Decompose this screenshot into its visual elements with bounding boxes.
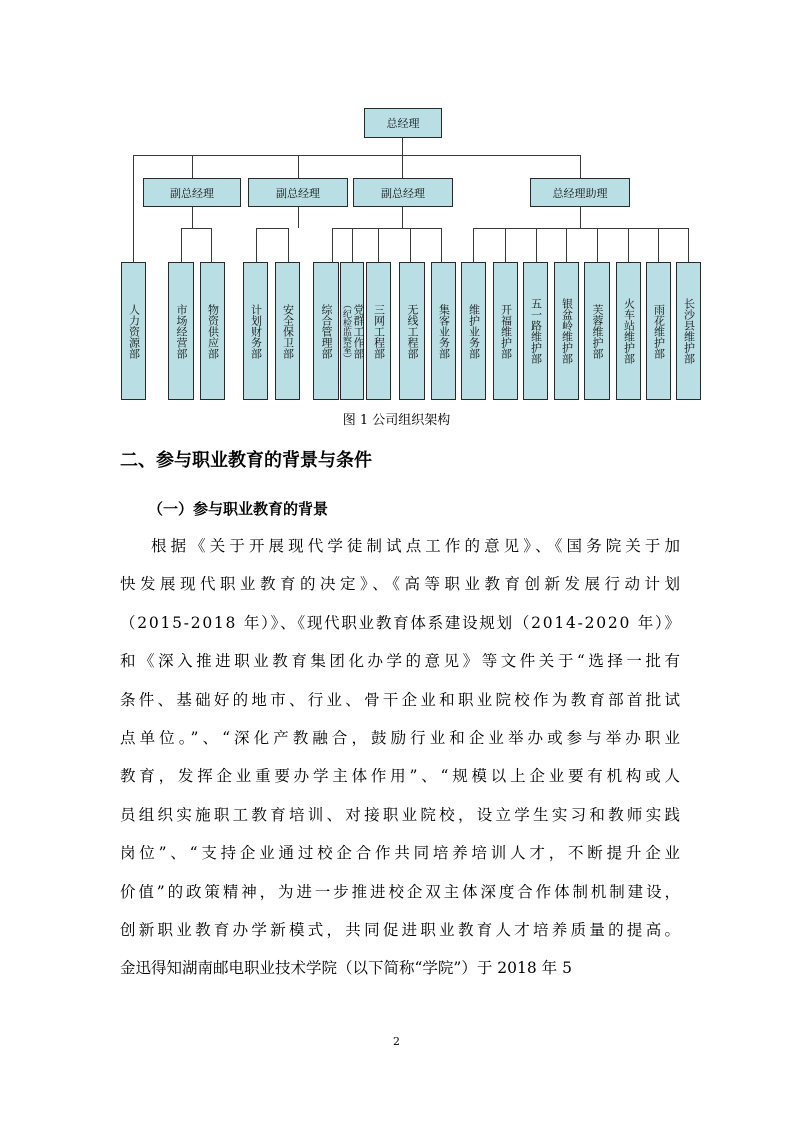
connector (628, 228, 629, 262)
connector (566, 228, 567, 262)
paragraph-line (120, 642, 684, 680)
connector (332, 228, 442, 229)
connector (181, 228, 182, 262)
connector (288, 228, 289, 262)
dept-label: 雨花维护部 (652, 303, 666, 359)
dept-box-enterprise (431, 262, 456, 400)
paragraph-line-text: （2015-2018 年）》、《现代职业教育体系建设规划（2014-2020 年）》 (120, 613, 682, 632)
connector (378, 228, 379, 262)
dept-box-general (313, 262, 339, 400)
paragraph-line-text: 根据《关于开展现代学徒制试点工作的意见》、《国务院关于加 (151, 537, 685, 555)
connector (402, 207, 403, 228)
dept-box-wireless (399, 262, 425, 400)
section-heading: 二、参与职业教育的背景与条件 (120, 450, 372, 471)
paragraph-line (120, 719, 685, 757)
dept-box-marketing (168, 262, 194, 400)
connector (332, 228, 333, 262)
dept-box-yuhua (646, 262, 671, 400)
paragraph-line-text: 岗位”、“支持企业通过校企合作共同培养培训人才，不断提升企业 (120, 844, 684, 863)
dept-label: 人力资源部 (127, 303, 141, 359)
connector (402, 138, 403, 155)
paragraph-line-text: 点单位。”、“深化产教融合，鼓励行业和企业举办或参与举办职业 (120, 728, 685, 747)
paragraph-line-text: 快发展现代职业教育的决定》、《高等职业教育创新发展行动计划 (120, 575, 685, 594)
connector (211, 228, 212, 262)
dept-label: 长沙县维护部 (682, 298, 696, 364)
ceo-label: 总经理 (386, 117, 420, 130)
dept-box-finance (243, 262, 268, 400)
vp-box-2 (248, 178, 348, 207)
vp-label-2: 副总经理 (276, 186, 320, 200)
ceo-box (364, 108, 442, 138)
dept-label: 火车站维护部 (622, 298, 636, 364)
paragraph-line (120, 834, 684, 872)
dept-box-kaifu (493, 262, 518, 400)
page-number: 2 (393, 1035, 400, 1048)
dept-box-changsha (676, 262, 701, 400)
paragraph-line-text: 教育，发挥企业重要办学主体作用”、“规模以上企业要有机构或人 (120, 767, 684, 786)
paragraph-line (120, 527, 685, 565)
dept-label: 五一路维护部 (529, 298, 543, 364)
paragraph-line (120, 796, 684, 834)
dept-label: 银盆岭维护部 (560, 298, 574, 364)
connector (256, 228, 257, 262)
paragraph-line (120, 873, 683, 911)
connector (402, 155, 403, 178)
connector (688, 228, 689, 262)
vp-box-1 (143, 178, 241, 207)
dept-box-party (340, 262, 364, 400)
connector (580, 207, 581, 228)
assistant-label: 总经理助理 (552, 186, 608, 200)
connector (298, 155, 299, 178)
dept-box-maintenance (461, 262, 486, 400)
connector (192, 207, 193, 228)
connector (410, 228, 411, 262)
dept-box-wuyilu (523, 262, 548, 400)
paragraph-line: 金迅得知湖南邮电职业技术学院（以下简称“学院”）于 2018 年 5 (120, 959, 572, 978)
paragraph-line-text: 和《深入推进职业教育集团化办学的意见》等文件关于“选择一批有 (120, 652, 684, 671)
dept-box-security (275, 262, 300, 400)
paragraph-line-text: 创新职业教育办学新模式，共同促进职业教育人才培养质量的提高。 (120, 920, 684, 939)
dept-label: 芙蓉维护部 (591, 303, 604, 359)
dept-sublabel: （纪检监察室） (341, 299, 351, 363)
assistant-box (530, 178, 630, 207)
dept-box-network (366, 262, 391, 400)
dept-label: 安全保卫部 (281, 303, 295, 359)
dept-label: 无线工程部 (406, 303, 419, 359)
dept-label: 市场经营部 (175, 303, 188, 359)
connector (505, 228, 506, 262)
dept-label: 物资供应部 (206, 303, 220, 359)
dept-box-yinpenling (554, 262, 579, 400)
connector (133, 155, 134, 262)
connector (597, 228, 598, 262)
dept-box-hr (121, 262, 146, 400)
figure-caption: 图 1 公司组织架构 (342, 413, 451, 428)
vp-label-1: 副总经理 (170, 186, 214, 200)
connector (536, 228, 537, 262)
vp-box-3 (353, 178, 453, 207)
paragraph-line-text: 员组织实施职工教育培训、对接职业院校，设立学生实习和教师实践 (120, 805, 684, 824)
dept-label: 党群工作部 (352, 303, 365, 359)
paragraph-line-text: 条件、基础好的地市、行业、骨干企业和职业院校作为教育部首批试 (120, 690, 684, 709)
paragraph-line (120, 604, 680, 642)
dept-label: 维护业务部 (467, 303, 481, 359)
dept-label: 三网工程部 (372, 303, 386, 359)
connector (580, 155, 581, 178)
vp-label-3: 副总经理 (381, 186, 425, 200)
dept-box-furong (584, 262, 610, 400)
dept-label: 计划财务部 (249, 303, 263, 359)
paragraph-line (120, 681, 684, 719)
connector (352, 228, 353, 262)
dept-label: 集客业务部 (437, 303, 451, 359)
org-chart (0, 0, 793, 420)
paragraph-line-text: 价值”的政策精神，为进一步推进校企双主体深度合作体制机制建设， (120, 882, 683, 901)
connector (181, 228, 212, 229)
subsection-heading: （一）参与职业教育的背景 (148, 500, 329, 518)
paragraph-line (120, 911, 684, 949)
connector (298, 207, 299, 228)
dept-box-railway (616, 262, 641, 400)
connector (658, 228, 659, 262)
connector (441, 228, 442, 262)
dept-label: 开福维护部 (499, 303, 513, 359)
dept-box-supply (200, 262, 225, 400)
paragraph-line (120, 757, 684, 795)
paragraph-line (120, 565, 685, 603)
connector (256, 228, 289, 229)
dept-label: 综合管理部 (320, 303, 333, 359)
connector (192, 155, 193, 178)
body-paragraph (120, 527, 685, 988)
connector (473, 228, 474, 262)
connector (133, 155, 581, 156)
